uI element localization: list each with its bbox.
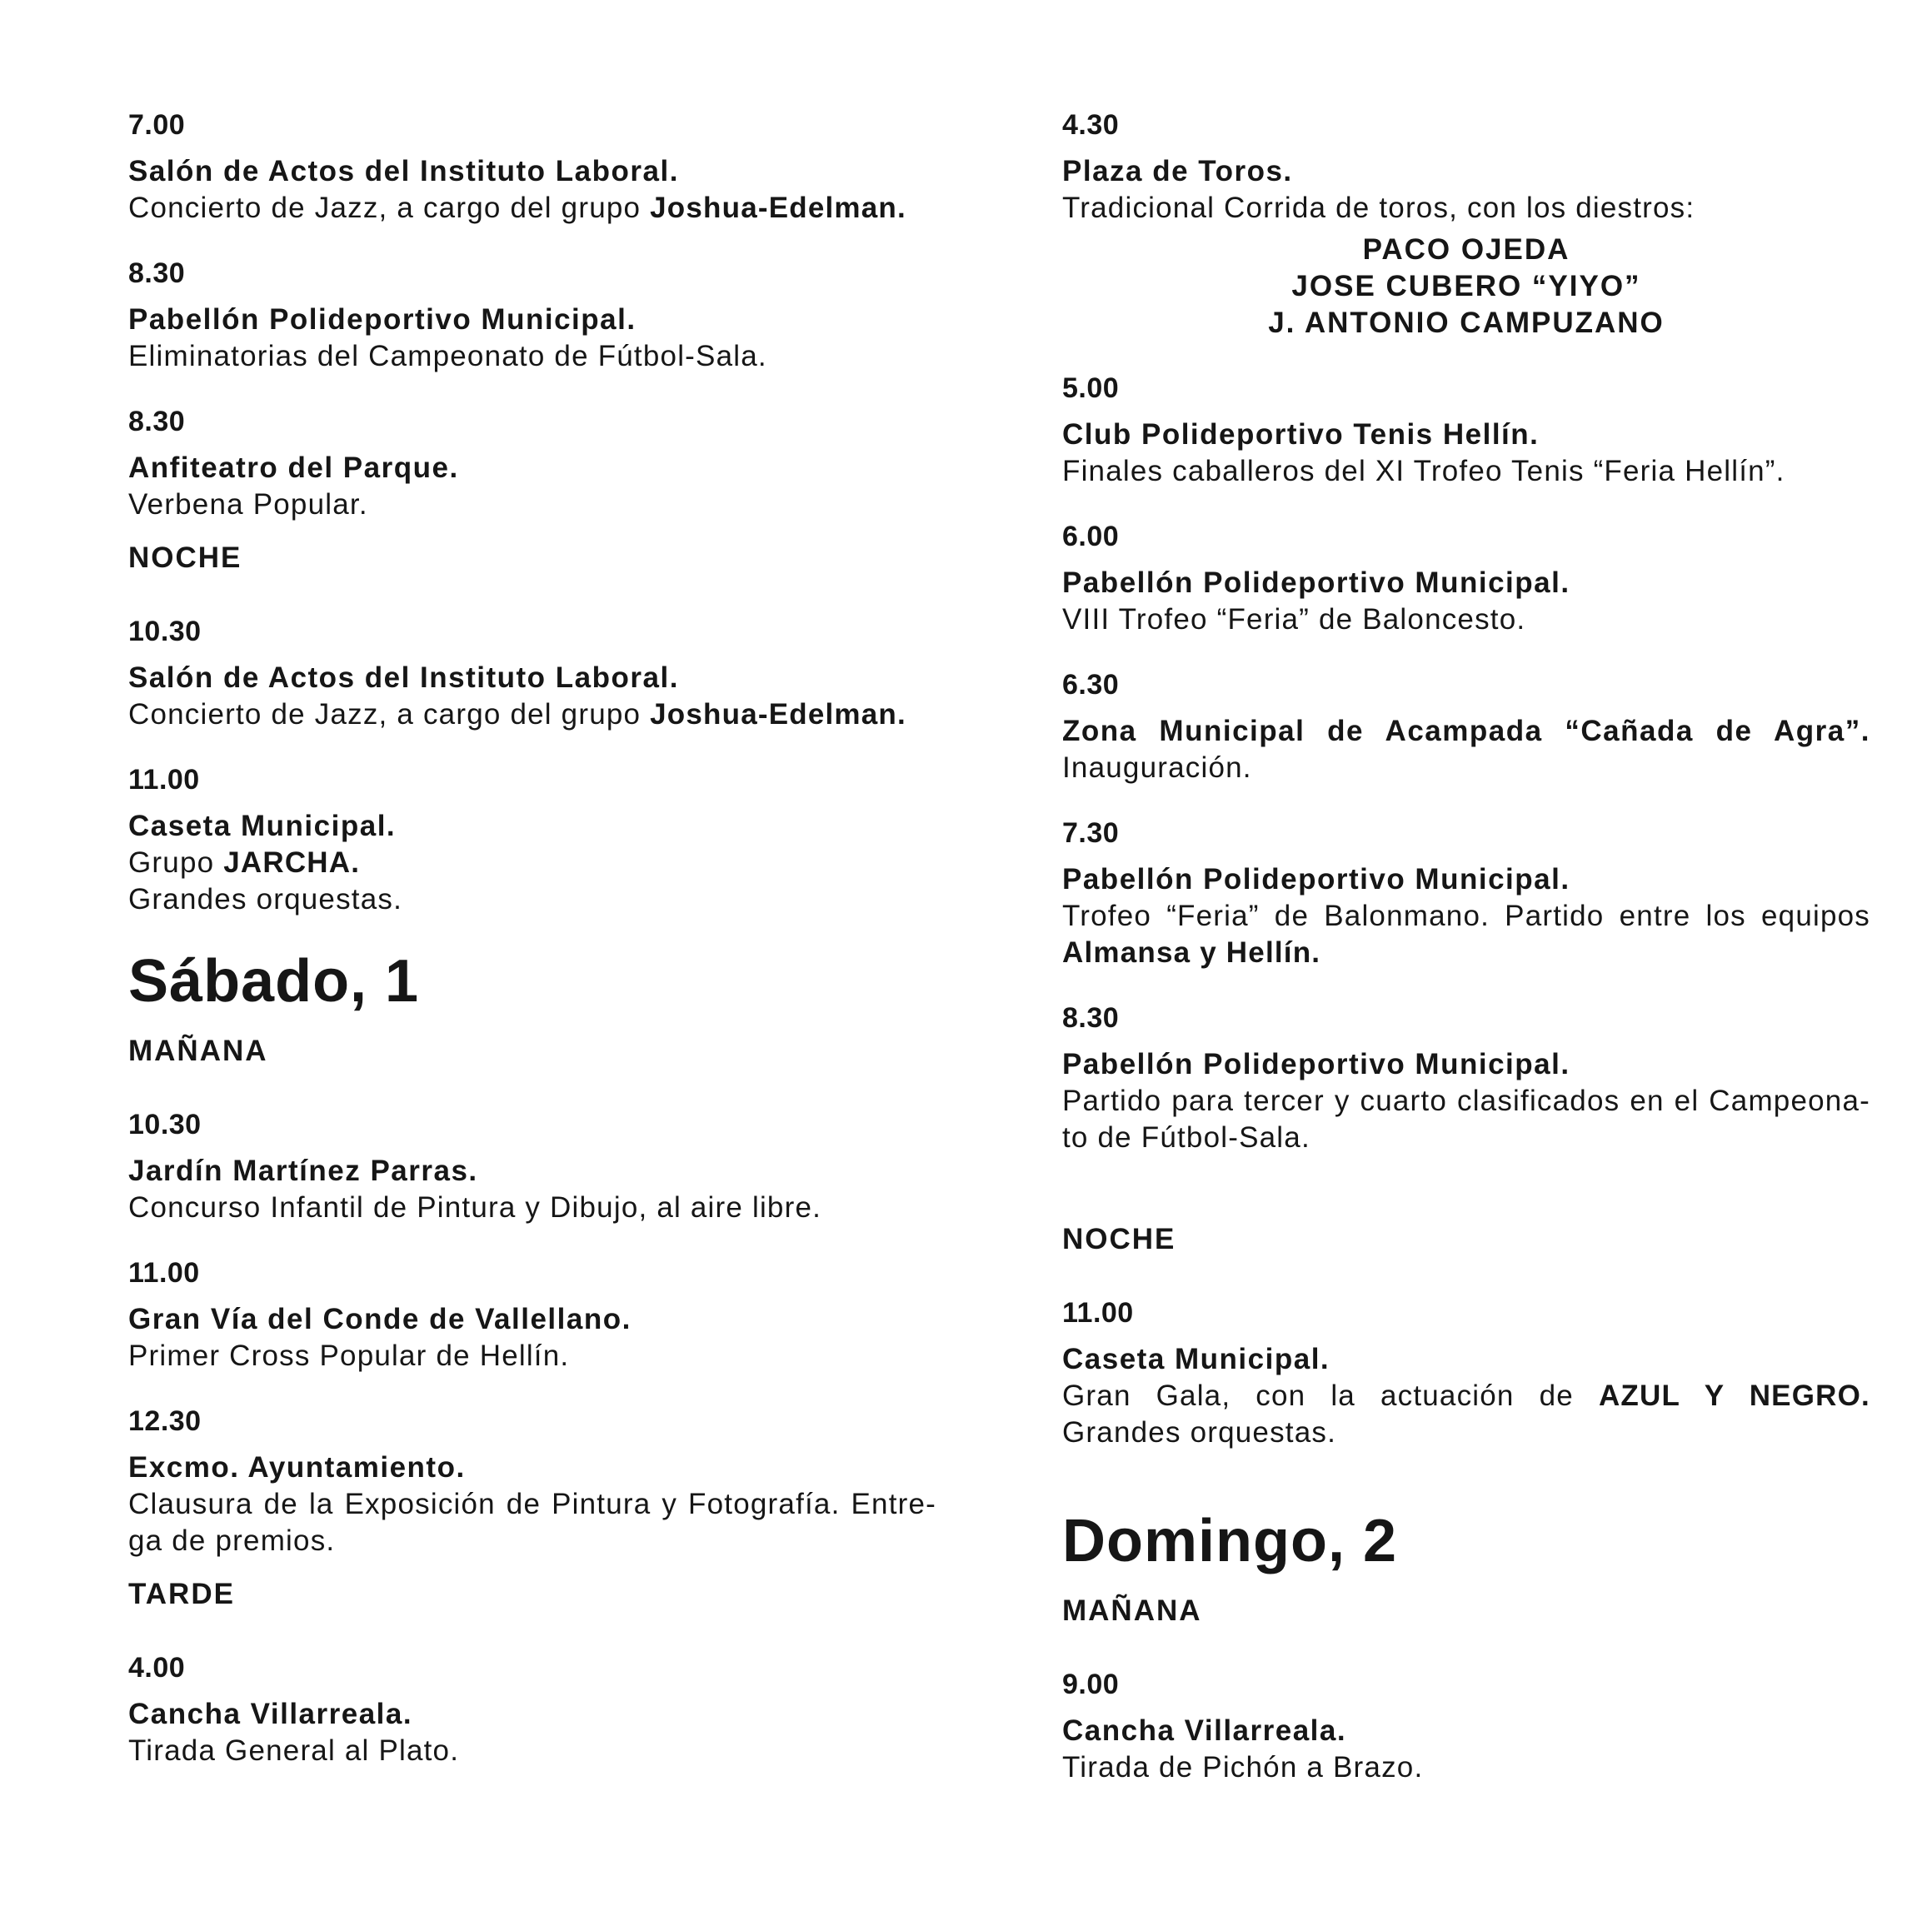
event-entry bbox=[1062, 666, 1870, 786]
event-time: 11.00 bbox=[128, 1257, 200, 1289]
event-entry bbox=[128, 255, 936, 375]
event-time: 11.00 bbox=[1062, 1297, 1134, 1329]
event-entry bbox=[128, 761, 936, 918]
event-entry bbox=[1062, 518, 1870, 638]
event-description: Tirada de Pichón a Brazo. bbox=[1062, 1751, 1424, 1784]
event-description-text: Concierto de Jazz, a cargo del grupo bbox=[128, 698, 651, 731]
event-description bbox=[128, 190, 936, 227]
event-description-line2: ga de premios. bbox=[128, 1524, 336, 1557]
event-entry bbox=[128, 403, 936, 523]
event-description: VIII Trofeo “Feria” de Baloncesto. bbox=[1062, 603, 1526, 636]
event-description-bold: Joshua-Edelman. bbox=[650, 192, 906, 224]
event-place: Zona Municipal de Acampada “Cañada de Agra”. bbox=[1062, 715, 1870, 747]
event-description: Finales caballeros del XI Trofeo Tenis “Feria Hellín”. bbox=[1062, 455, 1785, 487]
bullfighter-name: JOSE CUBERO “YIYO” bbox=[1291, 270, 1641, 302]
event-place: Pabellón Polideportivo Municipal. bbox=[128, 303, 637, 336]
event-entry bbox=[128, 1255, 936, 1375]
event-description: Tirada General al Plato. bbox=[128, 1734, 460, 1767]
event-time: 12.30 bbox=[128, 1405, 202, 1437]
event-place: Plaza de Toros. bbox=[1062, 155, 1293, 187]
event-place: Pabellón Polideportivo Municipal. bbox=[1062, 863, 1570, 896]
event-description-text: Gran Gala, con la actuación de bbox=[1062, 1380, 1599, 1412]
event-description-bold: JARCHA. bbox=[223, 846, 361, 879]
event-entry bbox=[128, 1106, 936, 1226]
event-description: Primer Cross Popular de Hellín. bbox=[128, 1340, 570, 1372]
event-place: Cancha Villarreala. bbox=[128, 1698, 413, 1730]
section-heading-manana: MAÑANA bbox=[128, 1035, 268, 1067]
event-time: 4.00 bbox=[128, 1652, 186, 1684]
event-entry bbox=[1062, 815, 1870, 971]
event-time: 4.30 bbox=[1062, 109, 1120, 141]
event-description-bold: AZUL Y NEGRO. bbox=[1598, 1380, 1870, 1412]
event-description-text: Grupo bbox=[128, 846, 224, 879]
event-place: Pabellón Polideportivo Municipal. bbox=[1062, 566, 1570, 599]
event-entry bbox=[128, 1649, 936, 1769]
left-column bbox=[128, 107, 936, 1769]
event-description: Partido para tercer y cuarto clasificados en el Campeona- bbox=[1062, 1085, 1870, 1117]
event-time: 6.30 bbox=[1062, 669, 1120, 701]
event-description: Tradicional Corrida de toros, con los diestros: bbox=[1062, 192, 1695, 224]
event-place: Gran Vía del Conde de Vallellano. bbox=[128, 1303, 632, 1335]
event-place: Anfiteatro del Parque. bbox=[128, 452, 459, 484]
event-description: Eliminatorias del Campeonato de Fútbol-Sala. bbox=[128, 340, 767, 372]
event-description-bold: Joshua-Edelman. bbox=[650, 698, 906, 731]
event-place: Salón de Actos del Instituto Laboral. bbox=[128, 155, 679, 187]
event-description bbox=[1062, 1378, 1870, 1415]
event-description bbox=[128, 696, 936, 733]
day-heading-domingo: Domingo, 2 bbox=[1062, 1508, 1397, 1574]
event-description-text: Concierto de Jazz, a cargo del grupo bbox=[128, 192, 651, 224]
event-time: 8.30 bbox=[1062, 1002, 1120, 1034]
event-time: 6.00 bbox=[1062, 521, 1120, 552]
section-heading-noche: NOCHE bbox=[1062, 1223, 1176, 1255]
bullfighter-name: J. ANTONIO CAMPUZANO bbox=[1268, 307, 1665, 339]
bullfighter-name: PACO OJEDA bbox=[1362, 233, 1570, 266]
right-column bbox=[1062, 107, 1870, 1786]
event-place: Caseta Municipal. bbox=[128, 810, 397, 842]
event-time: 7.30 bbox=[1062, 817, 1120, 849]
event-description-bold-line bbox=[1062, 935, 1870, 971]
event-description: Clausura de la Exposición de Pintura y Fotografía. Entre- bbox=[128, 1488, 936, 1520]
event-description: Trofeo “Feria” de Balonmano. Partido entre los equipos bbox=[1062, 900, 1870, 932]
event-time: 8.30 bbox=[128, 257, 186, 289]
event-place: Club Polideportivo Tenis Hellín. bbox=[1062, 418, 1540, 451]
event-time: 5.00 bbox=[1062, 372, 1120, 404]
event-time: 8.30 bbox=[128, 406, 186, 437]
event-entry bbox=[1062, 1666, 1870, 1786]
section-heading-tarde: TARDE bbox=[128, 1578, 235, 1610]
day-heading-sabado: Sábado, 1 bbox=[128, 948, 420, 1015]
event-description-line2: Grandes orquestas. bbox=[128, 883, 402, 916]
event-time: 9.00 bbox=[1062, 1669, 1120, 1700]
event-entry bbox=[1062, 1295, 1870, 1451]
event-description bbox=[128, 845, 936, 881]
event-place: Excmo. Ayuntamiento. bbox=[128, 1451, 466, 1484]
section-heading-noche: NOCHE bbox=[128, 541, 242, 574]
event-description-line2: Grandes orquestas. bbox=[1062, 1416, 1336, 1449]
section-heading-manana: MAÑANA bbox=[1062, 1594, 1202, 1627]
event-description: Inauguración. bbox=[1062, 751, 1252, 784]
event-place: Jardín Martínez Parras. bbox=[128, 1155, 478, 1187]
event-entry bbox=[1062, 370, 1870, 490]
event-place: Pabellón Polideportivo Municipal. bbox=[1062, 1048, 1570, 1080]
event-time: 7.00 bbox=[128, 109, 186, 141]
event-description: Verbena Popular. bbox=[128, 488, 368, 521]
event-place: Cancha Villarreala. bbox=[1062, 1714, 1347, 1747]
event-description: Concurso Infantil de Pintura y Dibujo, al aire libre. bbox=[128, 1191, 822, 1224]
event-entry bbox=[128, 107, 936, 227]
event-entry bbox=[128, 1403, 936, 1559]
event-entry bbox=[1062, 1000, 1870, 1156]
event-time: 11.00 bbox=[128, 764, 200, 796]
event-description-line2: to de Fútbol-Sala. bbox=[1062, 1121, 1310, 1154]
event-place: Salón de Actos del Instituto Laboral. bbox=[128, 661, 679, 694]
event-description-bold: Almansa y Hellín. bbox=[1062, 936, 1321, 969]
event-place: Caseta Municipal. bbox=[1062, 1343, 1330, 1375]
event-entry bbox=[128, 613, 936, 733]
event-entry bbox=[1062, 107, 1870, 342]
event-time: 10.30 bbox=[128, 1109, 202, 1140]
event-time: 10.30 bbox=[128, 616, 202, 647]
